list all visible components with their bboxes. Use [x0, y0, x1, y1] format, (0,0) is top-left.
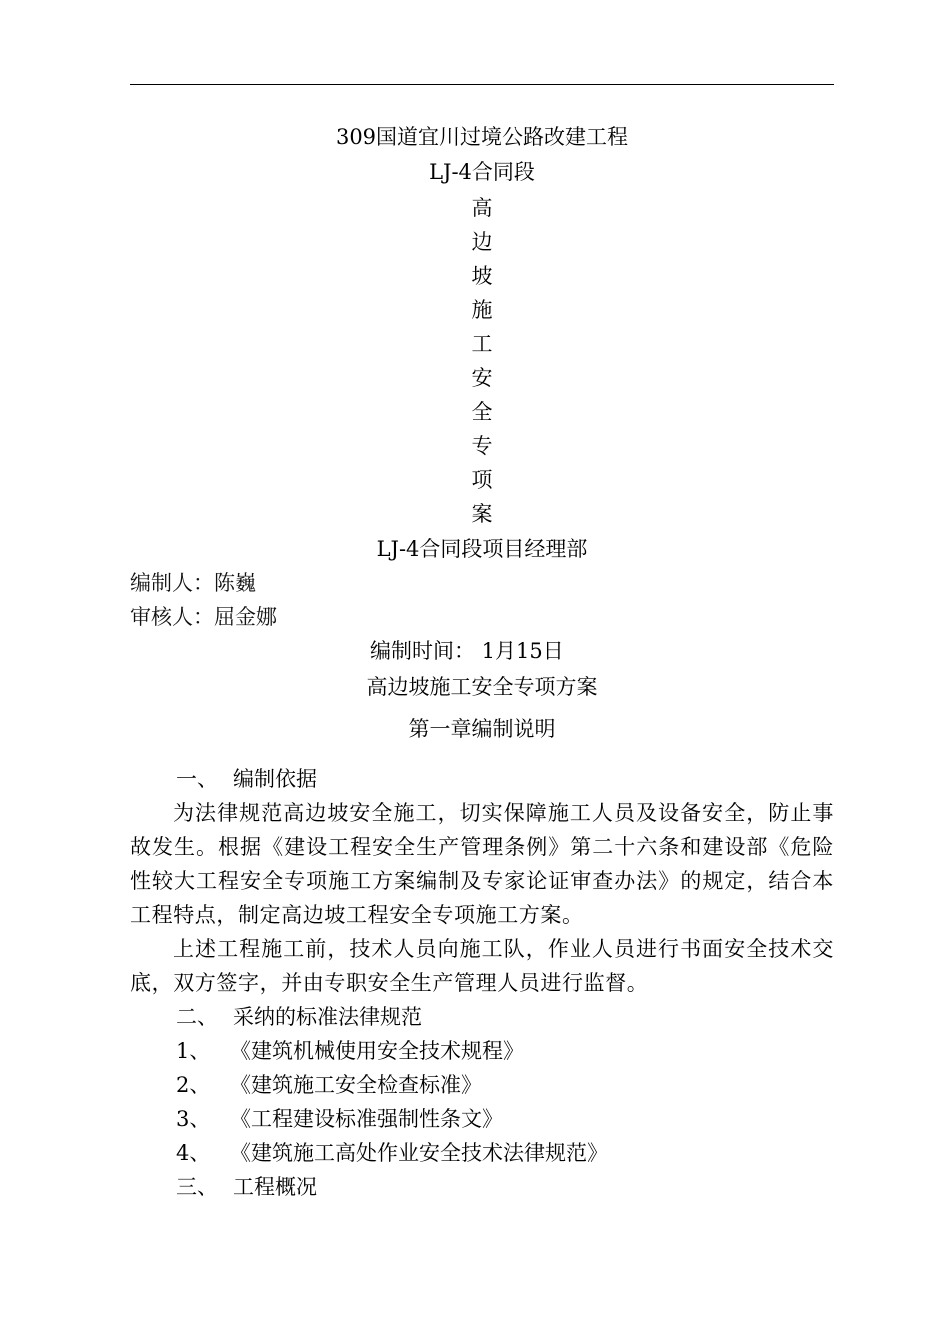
vertical-title-char: 高: [471, 196, 493, 220]
chapter-title: 第一章编制说明: [408, 717, 556, 741]
header-rule: [130, 84, 834, 85]
vertical-title-char: 坡: [471, 264, 493, 288]
project-title: 309国道宜川过境公路改建工程: [335, 125, 629, 149]
list-item: [130, 1102, 834, 1136]
vertical-title-char: 施: [471, 298, 493, 322]
document-title: 高边坡施工安全专项方案: [366, 675, 598, 699]
reviewer: 审核人：屈金娜: [130, 605, 277, 629]
paragraph: 上述工程施工前，技术人员向施工队，作业人员进行书面安全技术交底，双方签字，并由专职安全生产管理人员进行监督。: [130, 937, 834, 995]
list-number: 3、: [176, 1107, 211, 1131]
list-text: 《工程建设标准强制性条文》: [230, 1107, 503, 1131]
list-number: 2、: [176, 1073, 211, 1097]
section-heading: [130, 1000, 834, 1034]
vertical-title-char: 工: [471, 332, 493, 356]
compiler: 编制人：陈巍: [130, 571, 256, 595]
list-item: [130, 1034, 834, 1068]
section-heading: [130, 762, 834, 796]
section-number: 三、: [176, 1175, 218, 1199]
vertical-title-char: 安: [471, 366, 493, 390]
vertical-title-char: 案: [471, 502, 493, 526]
document-body: [130, 762, 834, 1204]
list-number: 1、: [176, 1039, 211, 1063]
vertical-title-char: 项: [471, 468, 493, 492]
section-heading: [130, 1170, 834, 1204]
compile-date: 编制时间： 1月15日: [370, 639, 564, 663]
list-text: 《建筑施工安全检查标准》: [230, 1073, 482, 1097]
vertical-title: [130, 191, 834, 531]
section-number: 一、: [176, 767, 218, 791]
vertical-title-char: 边: [471, 230, 493, 254]
section-number: 二、: [176, 1005, 218, 1029]
department: LJ-4合同段项目经理部: [376, 537, 588, 561]
section-title: 工程概况: [233, 1175, 317, 1199]
list-text: 《建筑机械使用安全技术规程》: [230, 1039, 524, 1063]
section-title: 采纳的标准法律规范: [233, 1005, 422, 1029]
list-number: 4、: [176, 1141, 211, 1165]
list-item: [130, 1136, 834, 1170]
vertical-title-char: 专: [471, 434, 493, 458]
list-item: [130, 1068, 834, 1102]
contract-section: LJ-4合同段: [429, 160, 535, 184]
vertical-title-char: 全: [471, 400, 493, 424]
paragraph: 为法律规范高边坡安全施工，切实保障施工人员及设备安全，防止事故发生。根据《建设工程安全生产管理条例》第二十六条和建设部《危险性较大工程安全专项施工方案编制及专家论证审查办法》的规定，结合本工程特点，制定高边坡工程安全专项施工方案。: [130, 801, 834, 927]
section-title: 编制依据: [233, 767, 317, 791]
list-text: 《建筑施工高处作业安全技术法律规范》: [230, 1141, 608, 1165]
